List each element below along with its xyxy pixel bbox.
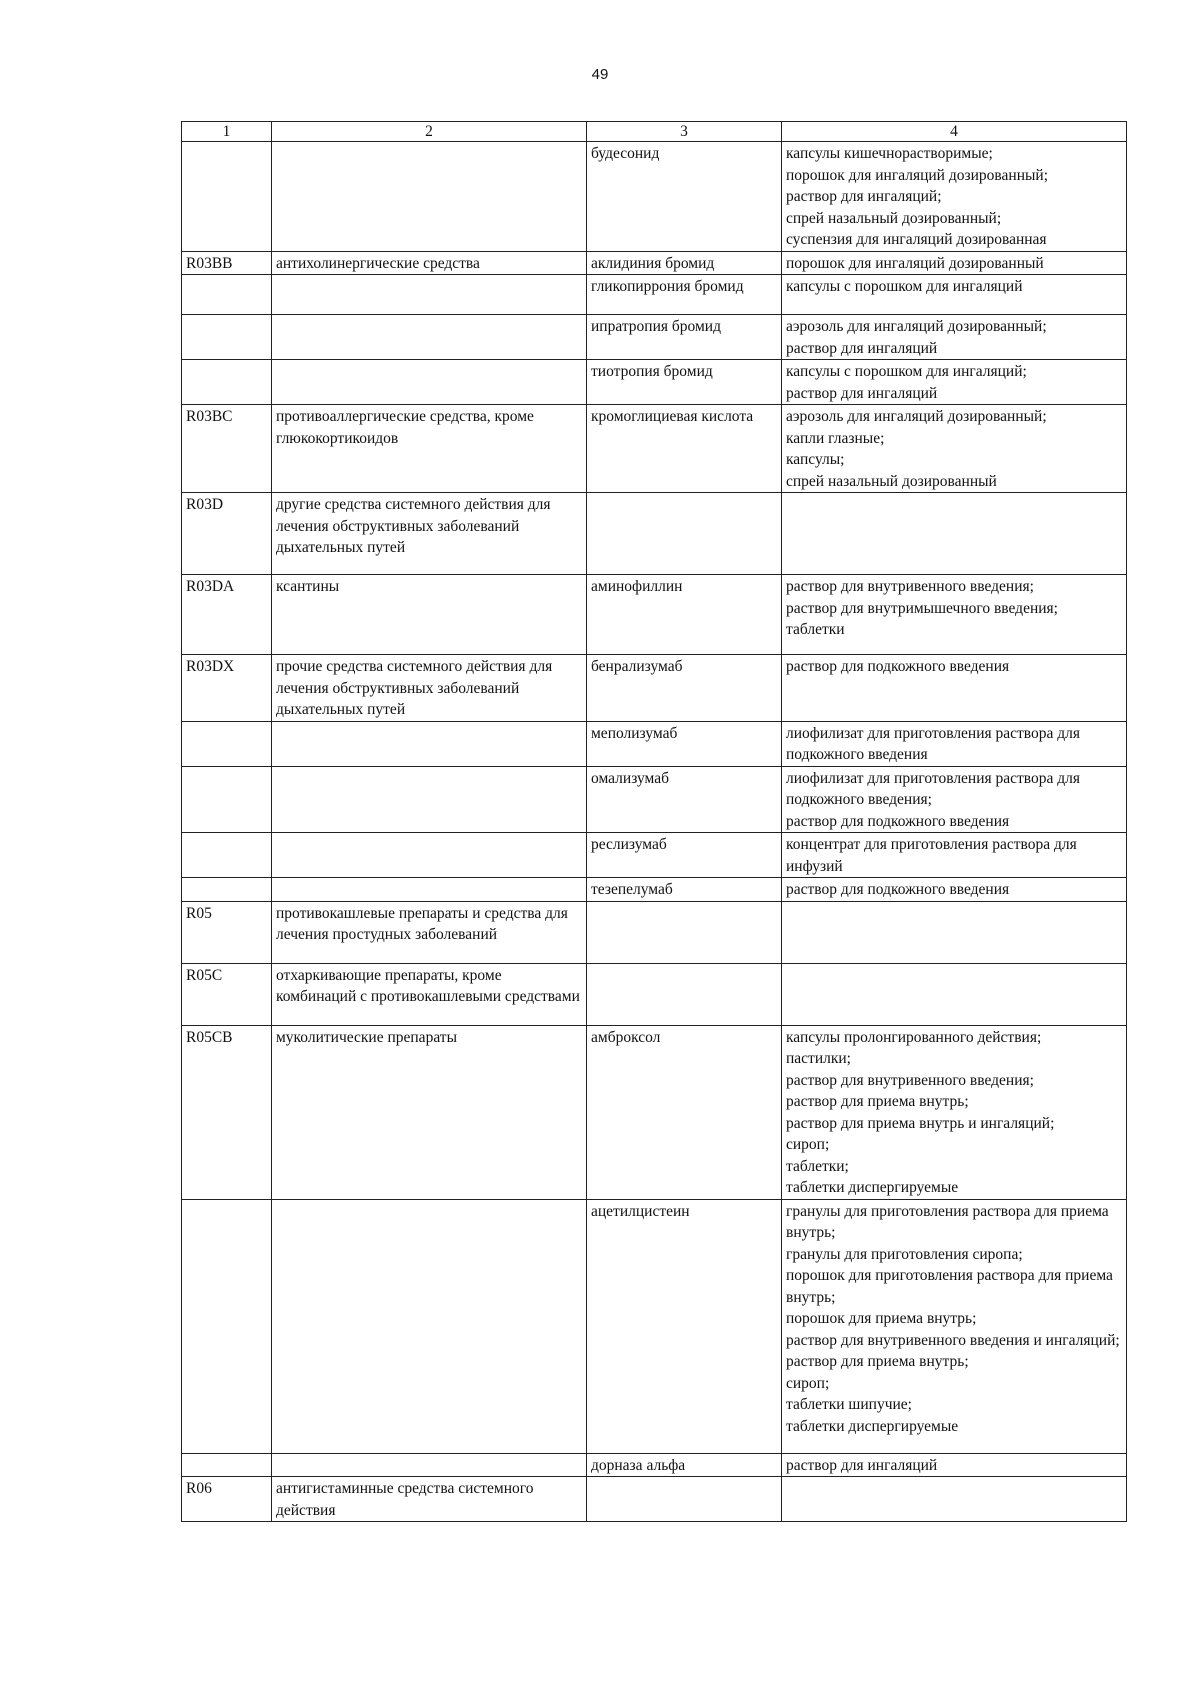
drug-name-cell: аминофиллин bbox=[587, 575, 782, 655]
dosage-forms-cell: раствор для подкожного введения bbox=[782, 655, 1127, 722]
atc-code-cell bbox=[182, 878, 272, 902]
table-row bbox=[182, 833, 1127, 878]
medication-table bbox=[181, 121, 1127, 1522]
group-name-cell: антихолинергические средства bbox=[272, 251, 587, 275]
table-row bbox=[182, 901, 1127, 963]
drug-name-cell: омализумаб bbox=[587, 766, 782, 833]
drug-name-cell: тиотропия бромид bbox=[587, 360, 782, 405]
header-cell: 3 bbox=[587, 122, 782, 142]
drug-name-cell: ипратропия бромид bbox=[587, 315, 782, 360]
drug-name-cell: реслизумаб bbox=[587, 833, 782, 878]
atc-code-cell bbox=[182, 275, 272, 315]
atc-code-cell bbox=[182, 833, 272, 878]
dosage-forms-cell: порошок для ингаляций дозированный bbox=[782, 251, 1127, 275]
dosage-forms-cell: гранулы для приготовления раствора для приема внутрь; гранулы для приготовления сиропа; порошок для приготовления раствора для приема внутрь; порошок для приема внутрь; раствор для внутривенного введения и ингаляций; раствор для приема внутрь; сироп; таблетки шипучие; таблетки диспергируемые bbox=[782, 1199, 1127, 1453]
atc-code-cell: R03BB bbox=[182, 251, 272, 275]
table-row bbox=[182, 360, 1127, 405]
dosage-forms-cell: аэрозоль для ингаляций дозированный; капли глазные; капсулы; спрей назальный дозированный bbox=[782, 405, 1127, 493]
drug-name-cell: бенрализумаб bbox=[587, 655, 782, 722]
group-name-cell bbox=[272, 766, 587, 833]
dosage-forms-cell bbox=[782, 1477, 1127, 1522]
atc-code-cell: R03DA bbox=[182, 575, 272, 655]
group-name-cell bbox=[272, 360, 587, 405]
dosage-forms-cell bbox=[782, 963, 1127, 1025]
drug-name-cell bbox=[587, 901, 782, 963]
table-row bbox=[182, 493, 1127, 575]
drug-name-cell: гликопиррония бромид bbox=[587, 275, 782, 315]
atc-code-cell bbox=[182, 1453, 272, 1477]
drug-name-cell bbox=[587, 1477, 782, 1522]
group-name-cell bbox=[272, 1199, 587, 1453]
group-name-cell bbox=[272, 275, 587, 315]
atc-code-cell bbox=[182, 315, 272, 360]
table-row bbox=[182, 1477, 1127, 1522]
group-name-cell: отхаркивающие препараты, кроме комбинаций с противокашлевыми средствами bbox=[272, 963, 587, 1025]
drug-name-cell bbox=[587, 493, 782, 575]
table-row bbox=[182, 575, 1127, 655]
atc-code-cell bbox=[182, 721, 272, 766]
group-name-cell: противокашлевые препараты и средства для лечения простудных заболеваний bbox=[272, 901, 587, 963]
dosage-forms-cell: раствор для внутривенного введения; раствор для внутримышечного введения; таблетки bbox=[782, 575, 1127, 655]
drug-name-cell: дорназа альфа bbox=[587, 1453, 782, 1477]
table-row bbox=[182, 1453, 1127, 1477]
atc-code-cell: R03DX bbox=[182, 655, 272, 722]
header-cell: 4 bbox=[782, 122, 1127, 142]
table-row bbox=[182, 878, 1127, 902]
group-name-cell bbox=[272, 833, 587, 878]
atc-code-cell bbox=[182, 766, 272, 833]
table-row bbox=[182, 963, 1127, 1025]
drug-name-cell: тезепелумаб bbox=[587, 878, 782, 902]
dosage-forms-cell bbox=[782, 493, 1127, 575]
atc-code-cell bbox=[182, 360, 272, 405]
group-name-cell: прочие средства системного действия для лечения обструктивных заболеваний дыхательных путей bbox=[272, 655, 587, 722]
table-row bbox=[182, 275, 1127, 315]
group-name-cell: ксантины bbox=[272, 575, 587, 655]
dosage-forms-cell: капсулы с порошком для ингаляций bbox=[782, 275, 1127, 315]
dosage-forms-cell bbox=[782, 901, 1127, 963]
dosage-forms-cell: капсулы кишечнорастворимые; порошок для ингаляций дозированный; раствор для ингаляций; спрей назальный дозированный; суспензия для ингаляций дозированная bbox=[782, 142, 1127, 252]
header-cell: 2 bbox=[272, 122, 587, 142]
atc-code-cell: R06 bbox=[182, 1477, 272, 1522]
table-row bbox=[182, 315, 1127, 360]
dosage-forms-cell: лиофилизат для приготовления раствора для подкожного введения; раствор для подкожного введения bbox=[782, 766, 1127, 833]
table-row bbox=[182, 655, 1127, 722]
atc-code-cell bbox=[182, 1199, 272, 1453]
group-name-cell bbox=[272, 315, 587, 360]
group-name-cell bbox=[272, 142, 587, 252]
dosage-forms-cell: аэрозоль для ингаляций дозированный; раствор для ингаляций bbox=[782, 315, 1127, 360]
table-row bbox=[182, 1025, 1127, 1199]
dosage-forms-cell: раствор для ингаляций bbox=[782, 1453, 1127, 1477]
table-row bbox=[182, 251, 1127, 275]
drug-name-cell: аклидиния бромид bbox=[587, 251, 782, 275]
header-row bbox=[182, 122, 1127, 142]
table-row bbox=[182, 405, 1127, 493]
dosage-forms-cell: лиофилизат для приготовления раствора для подкожного введения bbox=[782, 721, 1127, 766]
group-name-cell bbox=[272, 878, 587, 902]
group-name-cell bbox=[272, 1453, 587, 1477]
atc-code-cell bbox=[182, 142, 272, 252]
drug-name-cell: амброксол bbox=[587, 1025, 782, 1199]
group-name-cell: антигистаминные средства системного действия bbox=[272, 1477, 587, 1522]
group-name-cell: муколитические препараты bbox=[272, 1025, 587, 1199]
table-row bbox=[182, 142, 1127, 252]
table-row bbox=[182, 1199, 1127, 1453]
dosage-forms-cell: концентрат для приготовления раствора для инфузий bbox=[782, 833, 1127, 878]
dosage-forms-cell: раствор для подкожного введения bbox=[782, 878, 1127, 902]
page-number: 49 bbox=[591, 66, 609, 83]
atc-code-cell: R05 bbox=[182, 901, 272, 963]
drug-name-cell: меполизумаб bbox=[587, 721, 782, 766]
dosage-forms-cell: капсулы пролонгированного действия; пастилки; раствор для внутривенного введения; раствор для приема внутрь; раствор для приема внутрь и ингаляций; сироп; таблетки; таблетки диспергируемые bbox=[782, 1025, 1127, 1199]
atc-code-cell: R03BC bbox=[182, 405, 272, 493]
group-name-cell: противоаллергические средства, кроме глюкокортикоидов bbox=[272, 405, 587, 493]
group-name-cell: другие средства системного действия для лечения обструктивных заболеваний дыхательных путей bbox=[272, 493, 587, 575]
group-name-cell bbox=[272, 721, 587, 766]
table-row bbox=[182, 721, 1127, 766]
dosage-forms-cell: капсулы с порошком для ингаляций; раствор для ингаляций bbox=[782, 360, 1127, 405]
drug-name-cell: кромоглициевая кислота bbox=[587, 405, 782, 493]
drug-name-cell bbox=[587, 963, 782, 1025]
header-cell: 1 bbox=[182, 122, 272, 142]
atc-code-cell: R03D bbox=[182, 493, 272, 575]
atc-code-cell: R05CB bbox=[182, 1025, 272, 1199]
table-row bbox=[182, 766, 1127, 833]
drug-name-cell: будесонид bbox=[587, 142, 782, 252]
drug-name-cell: ацетилцистеин bbox=[587, 1199, 782, 1453]
atc-code-cell: R05C bbox=[182, 963, 272, 1025]
